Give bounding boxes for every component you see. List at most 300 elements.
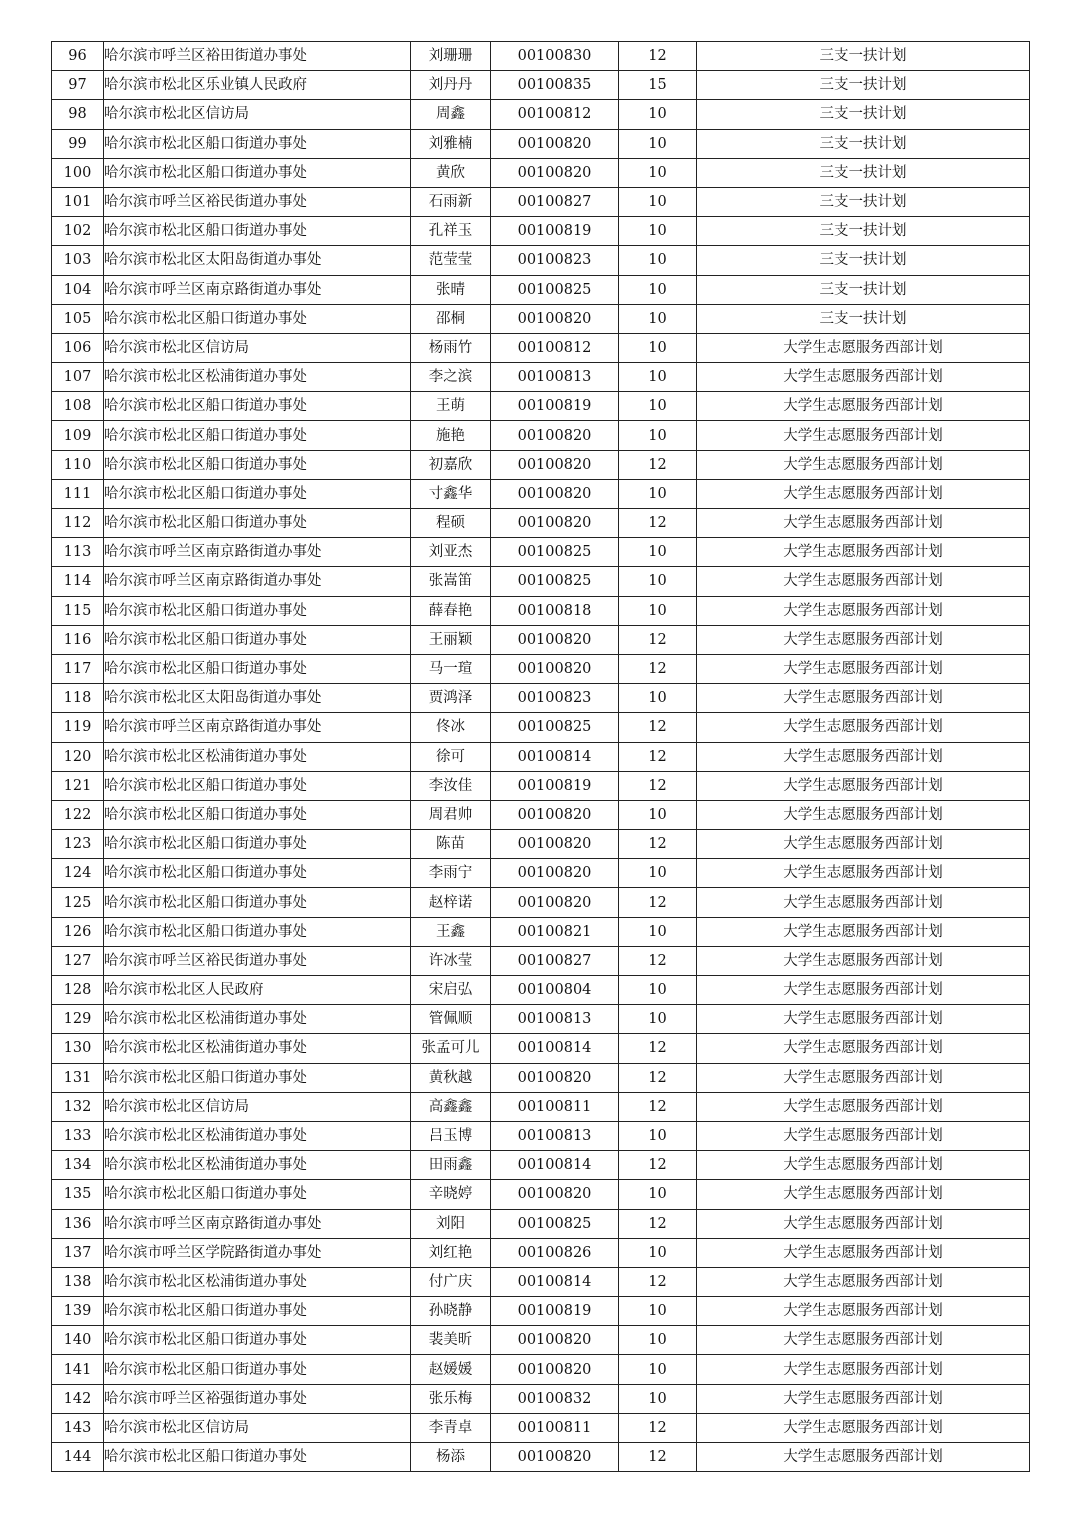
table-row <box>52 421 1030 450</box>
position-code-cell: 00100819 <box>491 217 619 246</box>
program-name-cell: 大学生志愿服务西部计划 <box>697 742 1030 771</box>
person-name-cell: 付广庆 <box>411 1267 491 1296</box>
row-number-cell: 112 <box>52 509 104 538</box>
table-row <box>52 129 1030 158</box>
table-row <box>52 1355 1030 1384</box>
bonus-score-cell: 10 <box>619 1121 697 1150</box>
row-number-cell: 126 <box>52 917 104 946</box>
table-row <box>52 42 1030 71</box>
position-code-cell: 00100820 <box>491 654 619 683</box>
program-name-cell: 大学生志愿服务西部计划 <box>697 1413 1030 1442</box>
roster-table <box>51 41 1030 1472</box>
position-code-cell: 00100820 <box>491 509 619 538</box>
person-name-cell: 周君帅 <box>411 800 491 829</box>
person-name-cell: 杨添 <box>411 1443 491 1472</box>
position-code-cell: 00100820 <box>491 1355 619 1384</box>
program-name-cell: 大学生志愿服务西部计划 <box>697 538 1030 567</box>
bonus-score-cell: 10 <box>619 100 697 129</box>
bonus-score-cell: 12 <box>619 654 697 683</box>
employer-unit-cell: 哈尔滨市松北区松浦街道办事处 <box>104 1267 411 1296</box>
position-code-cell: 00100825 <box>491 275 619 304</box>
program-name-cell: 大学生志愿服务西部计划 <box>697 1063 1030 1092</box>
employer-unit-cell: 哈尔滨市松北区松浦街道办事处 <box>104 1034 411 1063</box>
row-number-cell: 118 <box>52 684 104 713</box>
position-code-cell: 00100820 <box>491 129 619 158</box>
position-code-cell: 00100820 <box>491 479 619 508</box>
position-code-cell: 00100825 <box>491 1209 619 1238</box>
employer-unit-cell: 哈尔滨市呼兰区南京路街道办事处 <box>104 538 411 567</box>
position-code-cell: 00100820 <box>491 421 619 450</box>
table-row <box>52 1092 1030 1121</box>
position-code-cell: 00100814 <box>491 742 619 771</box>
employer-unit-cell: 哈尔滨市松北区船口街道办事处 <box>104 625 411 654</box>
bonus-score-cell: 12 <box>619 1092 697 1121</box>
position-code-cell: 00100827 <box>491 946 619 975</box>
row-number-cell: 131 <box>52 1063 104 1092</box>
bonus-score-cell: 10 <box>619 1384 697 1413</box>
bonus-score-cell: 10 <box>619 187 697 216</box>
table-row <box>52 217 1030 246</box>
position-code-cell: 00100812 <box>491 333 619 362</box>
employer-unit-cell: 哈尔滨市松北区船口街道办事处 <box>104 304 411 333</box>
row-number-cell: 103 <box>52 246 104 275</box>
program-name-cell: 大学生志愿服务西部计划 <box>697 1443 1030 1472</box>
row-number-cell: 108 <box>52 392 104 421</box>
row-number-cell: 127 <box>52 946 104 975</box>
table-row <box>52 567 1030 596</box>
program-name-cell: 大学生志愿服务西部计划 <box>697 800 1030 829</box>
person-name-cell: 辛晓婷 <box>411 1180 491 1209</box>
position-code-cell: 00100825 <box>491 713 619 742</box>
person-name-cell: 管佩顺 <box>411 1005 491 1034</box>
person-name-cell: 赵梓诺 <box>411 888 491 917</box>
position-code-cell: 00100820 <box>491 304 619 333</box>
person-name-cell: 许冰莹 <box>411 946 491 975</box>
table-row <box>52 596 1030 625</box>
employer-unit-cell: 哈尔滨市松北区松浦街道办事处 <box>104 1121 411 1150</box>
bonus-score-cell: 10 <box>619 1297 697 1326</box>
person-name-cell: 张晴 <box>411 275 491 304</box>
position-code-cell: 00100823 <box>491 246 619 275</box>
position-code-cell: 00100814 <box>491 1034 619 1063</box>
program-name-cell: 大学生志愿服务西部计划 <box>697 1267 1030 1296</box>
table-row <box>52 538 1030 567</box>
table-row <box>52 1151 1030 1180</box>
position-code-cell: 00100820 <box>491 158 619 187</box>
program-name-cell: 大学生志愿服务西部计划 <box>697 333 1030 362</box>
program-name-cell: 大学生志愿服务西部计划 <box>697 976 1030 1005</box>
employer-unit-cell: 哈尔滨市松北区松浦街道办事处 <box>104 742 411 771</box>
position-code-cell: 00100820 <box>491 1180 619 1209</box>
bonus-score-cell: 10 <box>619 275 697 304</box>
bonus-score-cell: 10 <box>619 917 697 946</box>
row-number-cell: 120 <box>52 742 104 771</box>
person-name-cell: 张孟可儿 <box>411 1034 491 1063</box>
employer-unit-cell: 哈尔滨市呼兰区裕田街道办事处 <box>104 42 411 71</box>
row-number-cell: 105 <box>52 304 104 333</box>
employer-unit-cell: 哈尔滨市松北区船口街道办事处 <box>104 450 411 479</box>
table-row <box>52 246 1030 275</box>
employer-unit-cell: 哈尔滨市呼兰区南京路街道办事处 <box>104 1209 411 1238</box>
position-code-cell: 00100826 <box>491 1238 619 1267</box>
row-number-cell: 128 <box>52 976 104 1005</box>
position-code-cell: 00100820 <box>491 1443 619 1472</box>
program-name-cell: 大学生志愿服务西部计划 <box>697 684 1030 713</box>
table-row <box>52 888 1030 917</box>
bonus-score-cell: 12 <box>619 1413 697 1442</box>
row-number-cell: 100 <box>52 158 104 187</box>
person-name-cell: 田雨鑫 <box>411 1151 491 1180</box>
position-code-cell: 00100830 <box>491 42 619 71</box>
row-number-cell: 107 <box>52 363 104 392</box>
table-row <box>52 830 1030 859</box>
row-number-cell: 124 <box>52 859 104 888</box>
person-name-cell: 张乐梅 <box>411 1384 491 1413</box>
bonus-score-cell: 12 <box>619 1209 697 1238</box>
row-number-cell: 109 <box>52 421 104 450</box>
row-number-cell: 141 <box>52 1355 104 1384</box>
row-number-cell: 114 <box>52 567 104 596</box>
employer-unit-cell: 哈尔滨市松北区松浦街道办事处 <box>104 1151 411 1180</box>
program-name-cell: 大学生志愿服务西部计划 <box>697 567 1030 596</box>
table-row <box>52 450 1030 479</box>
person-name-cell: 刘珊珊 <box>411 42 491 71</box>
bonus-score-cell: 10 <box>619 1180 697 1209</box>
bonus-score-cell: 10 <box>619 217 697 246</box>
table-row <box>52 625 1030 654</box>
person-name-cell: 黄秋越 <box>411 1063 491 1092</box>
bonus-score-cell: 10 <box>619 800 697 829</box>
program-name-cell: 大学生志愿服务西部计划 <box>697 509 1030 538</box>
position-code-cell: 00100832 <box>491 1384 619 1413</box>
employer-unit-cell: 哈尔滨市松北区船口街道办事处 <box>104 1180 411 1209</box>
row-number-cell: 142 <box>52 1384 104 1413</box>
bonus-score-cell: 10 <box>619 246 697 275</box>
program-name-cell: 大学生志愿服务西部计划 <box>697 654 1030 683</box>
person-name-cell: 孙晓静 <box>411 1297 491 1326</box>
bonus-score-cell: 10 <box>619 392 697 421</box>
row-number-cell: 130 <box>52 1034 104 1063</box>
employer-unit-cell: 哈尔滨市松北区船口街道办事处 <box>104 859 411 888</box>
bonus-score-cell: 10 <box>619 333 697 362</box>
employer-unit-cell: 哈尔滨市松北区人民政府 <box>104 976 411 1005</box>
position-code-cell: 00100820 <box>491 859 619 888</box>
employer-unit-cell: 哈尔滨市松北区太阳岛街道办事处 <box>104 684 411 713</box>
bonus-score-cell: 10 <box>619 567 697 596</box>
bonus-score-cell: 10 <box>619 1238 697 1267</box>
position-code-cell: 00100827 <box>491 187 619 216</box>
person-name-cell: 初嘉欣 <box>411 450 491 479</box>
employer-unit-cell: 哈尔滨市呼兰区南京路街道办事处 <box>104 713 411 742</box>
row-number-cell: 104 <box>52 275 104 304</box>
table-row <box>52 304 1030 333</box>
person-name-cell: 石雨新 <box>411 187 491 216</box>
table-row <box>52 187 1030 216</box>
bonus-score-cell: 10 <box>619 1326 697 1355</box>
row-number-cell: 111 <box>52 479 104 508</box>
row-number-cell: 123 <box>52 830 104 859</box>
table-row <box>52 1384 1030 1413</box>
row-number-cell: 140 <box>52 1326 104 1355</box>
row-number-cell: 129 <box>52 1005 104 1034</box>
person-name-cell: 佟冰 <box>411 713 491 742</box>
program-name-cell: 三支一扶计划 <box>697 246 1030 275</box>
position-code-cell: 00100821 <box>491 917 619 946</box>
person-name-cell: 赵媛媛 <box>411 1355 491 1384</box>
table-row <box>52 71 1030 100</box>
table-row <box>52 479 1030 508</box>
row-number-cell: 132 <box>52 1092 104 1121</box>
row-number-cell: 134 <box>52 1151 104 1180</box>
row-number-cell: 139 <box>52 1297 104 1326</box>
program-name-cell: 大学生志愿服务西部计划 <box>697 421 1030 450</box>
program-name-cell: 大学生志愿服务西部计划 <box>697 625 1030 654</box>
row-number-cell: 116 <box>52 625 104 654</box>
row-number-cell: 106 <box>52 333 104 362</box>
employer-unit-cell: 哈尔滨市松北区船口街道办事处 <box>104 654 411 683</box>
person-name-cell: 高鑫鑫 <box>411 1092 491 1121</box>
person-name-cell: 徐可 <box>411 742 491 771</box>
row-number-cell: 143 <box>52 1413 104 1442</box>
program-name-cell: 三支一扶计划 <box>697 304 1030 333</box>
employer-unit-cell: 哈尔滨市松北区船口街道办事处 <box>104 830 411 859</box>
employer-unit-cell: 哈尔滨市松北区船口街道办事处 <box>104 1063 411 1092</box>
table-row <box>52 1238 1030 1267</box>
program-name-cell: 大学生志愿服务西部计划 <box>697 946 1030 975</box>
table-row <box>52 859 1030 888</box>
table-row <box>52 1063 1030 1092</box>
employer-unit-cell: 哈尔滨市松北区乐业镇人民政府 <box>104 71 411 100</box>
bonus-score-cell: 15 <box>619 71 697 100</box>
table-row <box>52 654 1030 683</box>
row-number-cell: 121 <box>52 771 104 800</box>
bonus-score-cell: 10 <box>619 1355 697 1384</box>
program-name-cell: 大学生志愿服务西部计划 <box>697 1034 1030 1063</box>
position-code-cell: 00100825 <box>491 538 619 567</box>
person-name-cell: 邵桐 <box>411 304 491 333</box>
program-name-cell: 大学生志愿服务西部计划 <box>697 771 1030 800</box>
position-code-cell: 00100820 <box>491 1326 619 1355</box>
person-name-cell: 陈苗 <box>411 830 491 859</box>
bonus-score-cell: 12 <box>619 1443 697 1472</box>
table-row <box>52 333 1030 362</box>
bonus-score-cell: 10 <box>619 421 697 450</box>
row-number-cell: 98 <box>52 100 104 129</box>
row-number-cell: 144 <box>52 1443 104 1472</box>
table-row <box>52 1267 1030 1296</box>
program-name-cell: 大学生志愿服务西部计划 <box>697 1092 1030 1121</box>
program-name-cell: 三支一扶计划 <box>697 100 1030 129</box>
employer-unit-cell: 哈尔滨市松北区船口街道办事处 <box>104 1297 411 1326</box>
program-name-cell: 大学生志愿服务西部计划 <box>697 1326 1030 1355</box>
employer-unit-cell: 哈尔滨市松北区船口街道办事处 <box>104 421 411 450</box>
bonus-score-cell: 12 <box>619 771 697 800</box>
program-name-cell: 三支一扶计划 <box>697 187 1030 216</box>
employer-unit-cell: 哈尔滨市呼兰区裕民街道办事处 <box>104 187 411 216</box>
table-row <box>52 917 1030 946</box>
employer-unit-cell: 哈尔滨市松北区船口街道办事处 <box>104 158 411 187</box>
position-code-cell: 00100814 <box>491 1267 619 1296</box>
roster-sheet <box>51 41 1030 1472</box>
program-name-cell: 大学生志愿服务西部计划 <box>697 1151 1030 1180</box>
position-code-cell: 00100804 <box>491 976 619 1005</box>
bonus-score-cell: 10 <box>619 129 697 158</box>
person-name-cell: 吕玉博 <box>411 1121 491 1150</box>
program-name-cell: 三支一扶计划 <box>697 71 1030 100</box>
row-number-cell: 96 <box>52 42 104 71</box>
row-number-cell: 133 <box>52 1121 104 1150</box>
person-name-cell: 施艳 <box>411 421 491 450</box>
row-number-cell: 119 <box>52 713 104 742</box>
position-code-cell: 00100812 <box>491 100 619 129</box>
employer-unit-cell: 哈尔滨市松北区信访局 <box>104 100 411 129</box>
employer-unit-cell: 哈尔滨市松北区信访局 <box>104 1092 411 1121</box>
table-row <box>52 1297 1030 1326</box>
program-name-cell: 大学生志愿服务西部计划 <box>697 363 1030 392</box>
employer-unit-cell: 哈尔滨市松北区船口街道办事处 <box>104 596 411 625</box>
table-row <box>52 1326 1030 1355</box>
employer-unit-cell: 哈尔滨市松北区松浦街道办事处 <box>104 363 411 392</box>
person-name-cell: 王鑫 <box>411 917 491 946</box>
person-name-cell: 贾鸿泽 <box>411 684 491 713</box>
table-row <box>52 1034 1030 1063</box>
employer-unit-cell: 哈尔滨市松北区船口街道办事处 <box>104 509 411 538</box>
program-name-cell: 大学生志愿服务西部计划 <box>697 1384 1030 1413</box>
row-number-cell: 125 <box>52 888 104 917</box>
bonus-score-cell: 12 <box>619 1267 697 1296</box>
program-name-cell: 三支一扶计划 <box>697 275 1030 304</box>
table-row <box>52 946 1030 975</box>
program-name-cell: 大学生志愿服务西部计划 <box>697 1297 1030 1326</box>
program-name-cell: 大学生志愿服务西部计划 <box>697 713 1030 742</box>
employer-unit-cell: 哈尔滨市呼兰区学院路街道办事处 <box>104 1238 411 1267</box>
position-code-cell: 00100813 <box>491 363 619 392</box>
bonus-score-cell: 12 <box>619 888 697 917</box>
person-name-cell: 宋启弘 <box>411 976 491 1005</box>
employer-unit-cell: 哈尔滨市松北区船口街道办事处 <box>104 917 411 946</box>
person-name-cell: 孔祥玉 <box>411 217 491 246</box>
person-name-cell: 王萌 <box>411 392 491 421</box>
table-row <box>52 1121 1030 1150</box>
bonus-score-cell: 10 <box>619 859 697 888</box>
row-number-cell: 115 <box>52 596 104 625</box>
row-number-cell: 117 <box>52 654 104 683</box>
row-number-cell: 97 <box>52 71 104 100</box>
position-code-cell: 00100820 <box>491 800 619 829</box>
table-row <box>52 1005 1030 1034</box>
row-number-cell: 136 <box>52 1209 104 1238</box>
bonus-score-cell: 12 <box>619 625 697 654</box>
row-number-cell: 102 <box>52 217 104 246</box>
employer-unit-cell: 哈尔滨市松北区船口街道办事处 <box>104 1443 411 1472</box>
position-code-cell: 00100811 <box>491 1092 619 1121</box>
position-code-cell: 00100820 <box>491 450 619 479</box>
employer-unit-cell: 哈尔滨市松北区信访局 <box>104 1413 411 1442</box>
table-row <box>52 363 1030 392</box>
table-row <box>52 684 1030 713</box>
person-name-cell: 李青卓 <box>411 1413 491 1442</box>
bonus-score-cell: 12 <box>619 1034 697 1063</box>
bonus-score-cell: 12 <box>619 742 697 771</box>
person-name-cell: 刘阳 <box>411 1209 491 1238</box>
position-code-cell: 00100813 <box>491 1121 619 1150</box>
row-number-cell: 113 <box>52 538 104 567</box>
employer-unit-cell: 哈尔滨市松北区船口街道办事处 <box>104 392 411 421</box>
position-code-cell: 00100825 <box>491 567 619 596</box>
person-name-cell: 李之滨 <box>411 363 491 392</box>
table-row <box>52 800 1030 829</box>
position-code-cell: 00100814 <box>491 1151 619 1180</box>
program-name-cell: 大学生志愿服务西部计划 <box>697 450 1030 479</box>
employer-unit-cell: 哈尔滨市松北区船口街道办事处 <box>104 800 411 829</box>
row-number-cell: 135 <box>52 1180 104 1209</box>
employer-unit-cell: 哈尔滨市松北区松浦街道办事处 <box>104 1005 411 1034</box>
program-name-cell: 大学生志愿服务西部计划 <box>697 1121 1030 1150</box>
position-code-cell: 00100813 <box>491 1005 619 1034</box>
person-name-cell: 寸鑫华 <box>411 479 491 508</box>
bonus-score-cell: 12 <box>619 450 697 479</box>
table-row <box>52 742 1030 771</box>
person-name-cell: 薛春艳 <box>411 596 491 625</box>
program-name-cell: 大学生志愿服务西部计划 <box>697 830 1030 859</box>
bonus-score-cell: 10 <box>619 1005 697 1034</box>
person-name-cell: 李汝佳 <box>411 771 491 800</box>
table-row <box>52 713 1030 742</box>
bonus-score-cell: 10 <box>619 158 697 187</box>
row-number-cell: 110 <box>52 450 104 479</box>
employer-unit-cell: 哈尔滨市松北区船口街道办事处 <box>104 217 411 246</box>
table-row <box>52 100 1030 129</box>
bonus-score-cell: 12 <box>619 509 697 538</box>
table-row <box>52 158 1030 187</box>
row-number-cell: 101 <box>52 187 104 216</box>
row-number-cell: 138 <box>52 1267 104 1296</box>
program-name-cell: 大学生志愿服务西部计划 <box>697 1238 1030 1267</box>
bonus-score-cell: 12 <box>619 830 697 859</box>
position-code-cell: 00100819 <box>491 1297 619 1326</box>
person-name-cell: 黄欣 <box>411 158 491 187</box>
program-name-cell: 大学生志愿服务西部计划 <box>697 888 1030 917</box>
bonus-score-cell: 12 <box>619 713 697 742</box>
employer-unit-cell: 哈尔滨市呼兰区南京路街道办事处 <box>104 275 411 304</box>
person-name-cell: 杨雨竹 <box>411 333 491 362</box>
employer-unit-cell: 哈尔滨市呼兰区南京路街道办事处 <box>104 567 411 596</box>
person-name-cell: 刘雅楠 <box>411 129 491 158</box>
position-code-cell: 00100835 <box>491 71 619 100</box>
program-name-cell: 大学生志愿服务西部计划 <box>697 1005 1030 1034</box>
program-name-cell: 三支一扶计划 <box>697 217 1030 246</box>
bonus-score-cell: 10 <box>619 479 697 508</box>
bonus-score-cell: 10 <box>619 363 697 392</box>
bonus-score-cell: 10 <box>619 596 697 625</box>
employer-unit-cell: 哈尔滨市松北区太阳岛街道办事处 <box>104 246 411 275</box>
position-code-cell: 00100819 <box>491 771 619 800</box>
employer-unit-cell: 哈尔滨市松北区船口街道办事处 <box>104 129 411 158</box>
bonus-score-cell: 10 <box>619 538 697 567</box>
program-name-cell: 大学生志愿服务西部计划 <box>697 917 1030 946</box>
position-code-cell: 00100820 <box>491 1063 619 1092</box>
position-code-cell: 00100819 <box>491 392 619 421</box>
employer-unit-cell: 哈尔滨市呼兰区裕强街道办事处 <box>104 1384 411 1413</box>
roster-body <box>52 42 1030 1472</box>
employer-unit-cell: 哈尔滨市松北区信访局 <box>104 333 411 362</box>
program-name-cell: 三支一扶计划 <box>697 42 1030 71</box>
person-name-cell: 马一瑄 <box>411 654 491 683</box>
program-name-cell: 大学生志愿服务西部计划 <box>697 1355 1030 1384</box>
bonus-score-cell: 10 <box>619 304 697 333</box>
program-name-cell: 大学生志愿服务西部计划 <box>697 1180 1030 1209</box>
program-name-cell: 三支一扶计划 <box>697 129 1030 158</box>
